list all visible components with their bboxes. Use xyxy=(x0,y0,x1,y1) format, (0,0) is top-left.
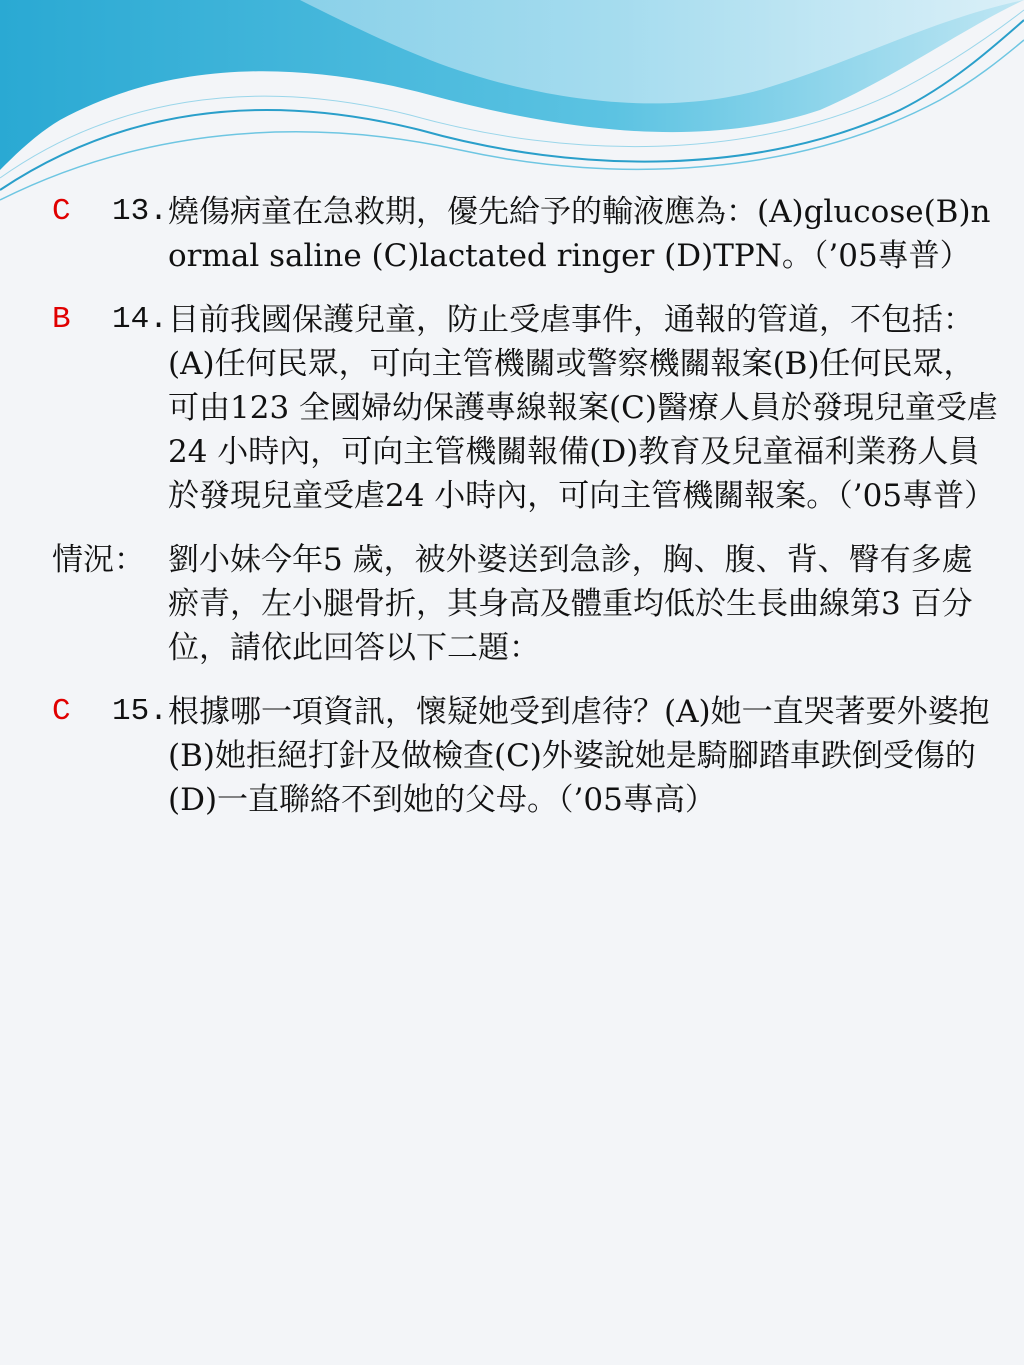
situation-label: 情況： xyxy=(52,542,145,578)
question-number: 14. xyxy=(112,302,168,337)
question-number: 13. xyxy=(112,194,168,229)
situation-text: 劉小妹今年5 歲，被外婆送到急診，胸、腹、背、臀有多處瘀青，左小腿骨折，其身高及體重均低於生長曲線第3 百分位，請依此回答以下二題： xyxy=(168,542,973,666)
slide-content xyxy=(52,190,1002,842)
question-text: 根據哪一項資訊，懷疑她受到虐待？(A)她一直哭著要外婆抱(B)她拒絕打針及做檢查(C)外婆說她是騎腳踏車跌倒受傷的(D)一直聯絡不到她的父母。（’05專高） xyxy=(168,694,990,818)
question-13 xyxy=(52,190,1002,278)
answer-key: C xyxy=(52,694,71,729)
question-text: 燒傷病童在急救期，優先給予的輸液應為：(A)glucose(B)normal saline (C)lactated ringer (D)TPN。（’05專普） xyxy=(168,194,991,274)
header-wave-decoration xyxy=(0,0,1024,220)
situation-block xyxy=(52,538,1002,670)
answer-key: C xyxy=(52,194,71,229)
answer-key: B xyxy=(52,302,71,337)
question-14 xyxy=(52,298,1002,518)
question-text: 目前我國保護兒童，防止受虐事件，通報的管道，不包括：(A)任何民眾，可向主管機關或警察機關報案(B)任何民眾，可由123 全國婦幼保護專線報案(C)醫療人員於發現兒童受虐24 小時內，可向主管機關報備(D)教育及兒童福利業務人員於發現兒童受虐24 小時內，可向主管機關報案。（’05專普） xyxy=(168,302,998,514)
question-15 xyxy=(52,690,1002,822)
question-number: 15. xyxy=(112,694,168,729)
